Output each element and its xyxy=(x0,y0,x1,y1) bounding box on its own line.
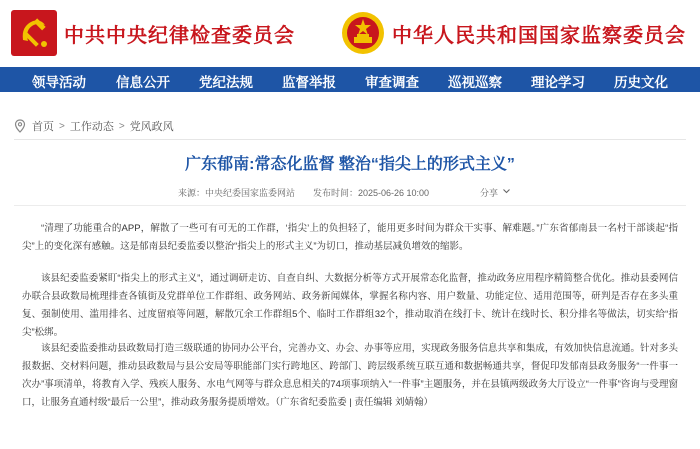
site-header xyxy=(0,0,700,67)
nav-item-info-disclosure[interactable]: 信息公开 xyxy=(116,75,170,91)
breadcrumb-separator: > xyxy=(59,120,65,132)
breadcrumb-separator: > xyxy=(118,120,125,132)
paragraph-1-text: “清理了功能重合的APP，解散了一些可有可无的工作群，‘指尖’上的负担轻了，能用更多时间为群众干实事、解难题。”广东省郁南县一名村干部谈起“指尖”上的变化深有感触。这是郁南县纪委监委以整治“指尖上的形式主义”为切口，推动基层减负增效的缩影。 xyxy=(22,223,678,252)
breadcrumb-home[interactable]: 首页 xyxy=(32,121,54,133)
article-paragraph xyxy=(22,270,678,342)
nav-item-regulations[interactable]: 党纪法规 xyxy=(199,75,253,91)
main-nav xyxy=(0,67,700,92)
chevron-down-icon[interactable] xyxy=(502,186,511,196)
share-button[interactable]: 分享 xyxy=(480,188,499,198)
nav-item-inspection[interactable]: 巡视巡察 xyxy=(448,75,502,91)
nav-item-reporting[interactable]: 监督举报 xyxy=(282,75,336,91)
breadcrumb-party-style[interactable]: 党风政风 xyxy=(129,121,174,133)
nav-item-history-culture[interactable]: 历史文化 xyxy=(614,75,668,91)
nav-item-leadership[interactable]: 领导活动 xyxy=(32,75,86,91)
national-emblem-icon[interactable] xyxy=(340,10,386,56)
breadcrumb-divider xyxy=(14,139,686,140)
breadcrumb-work-news[interactable]: 工作动态 xyxy=(69,121,114,133)
nav-item-investigation[interactable]: 审查调查 xyxy=(365,75,419,91)
article-title: 广东郁南:常态化监督 整治“指尖上的形式主义” xyxy=(185,156,515,173)
location-pin-icon xyxy=(14,119,26,133)
paragraph-3-text: 该县纪委监委推动县政数局打造三级联通的协同办公平台，完善办文、办会、办事等应用，实现政务服务信息共享和集成，有效加快信息流通。针对多头报数据、交材料问题，推动县政数局与县公安局等职能部门实行跨地区、跨部门、跨层级系统互联互通和数据畅通共享，督促印发郁南县政务服务“一件事一次办”事项清单，将教育入学、残疾人服务、水电气网等与群众息息相关的74项事项纳入“一件事”主题服务，并在县镇两级政务大厅设立“一件事”咨询与受理窗口，让服务直通村级“最后一公里”，推动政务服务提质增效。（广东省纪委监委 | 责任编辑 刘婧翰） xyxy=(22,343,678,408)
article-source: 来源：中央纪委国家监委网站 xyxy=(178,188,296,198)
site-title-ccdi[interactable]: 中共中央纪律检查委员会 xyxy=(64,23,295,47)
party-emblem-icon[interactable] xyxy=(11,10,57,56)
nav-item-theory-study[interactable]: 理论学习 xyxy=(531,75,585,91)
breadcrumb xyxy=(14,116,174,136)
article-paragraph xyxy=(22,220,678,256)
meta-divider xyxy=(14,205,686,206)
paragraph-2-text: 该县纪委监委紧盯“指尖上的形式主义”，通过调研走访、自查自纠、大数据分析等方式开展常态化监督，推动政务应用程序精简整合优化。推动县委网信办联合县政数局梳理排查各镇街及党群单位工作群组、政务网站、政务新闻媒体，掌握名称内容、用户数量、功能定位、适用范围等，研判是否存在多头重复、强制使用、滥用排名、过度留痕等问题，解散冗余工作群组5个、临时工作群组32个，推动取消在线打卡、统计在线时长、积分排名等做法，切实给“指尖”松绑。 xyxy=(22,273,678,338)
article-publish-time: 发布时间：2025-06-26 10:00 xyxy=(313,188,430,198)
site-title-nsc[interactable]: 中华人民共和国国家监察委员会 xyxy=(392,23,686,47)
article-paragraph xyxy=(22,340,678,412)
article-meta xyxy=(0,186,700,200)
